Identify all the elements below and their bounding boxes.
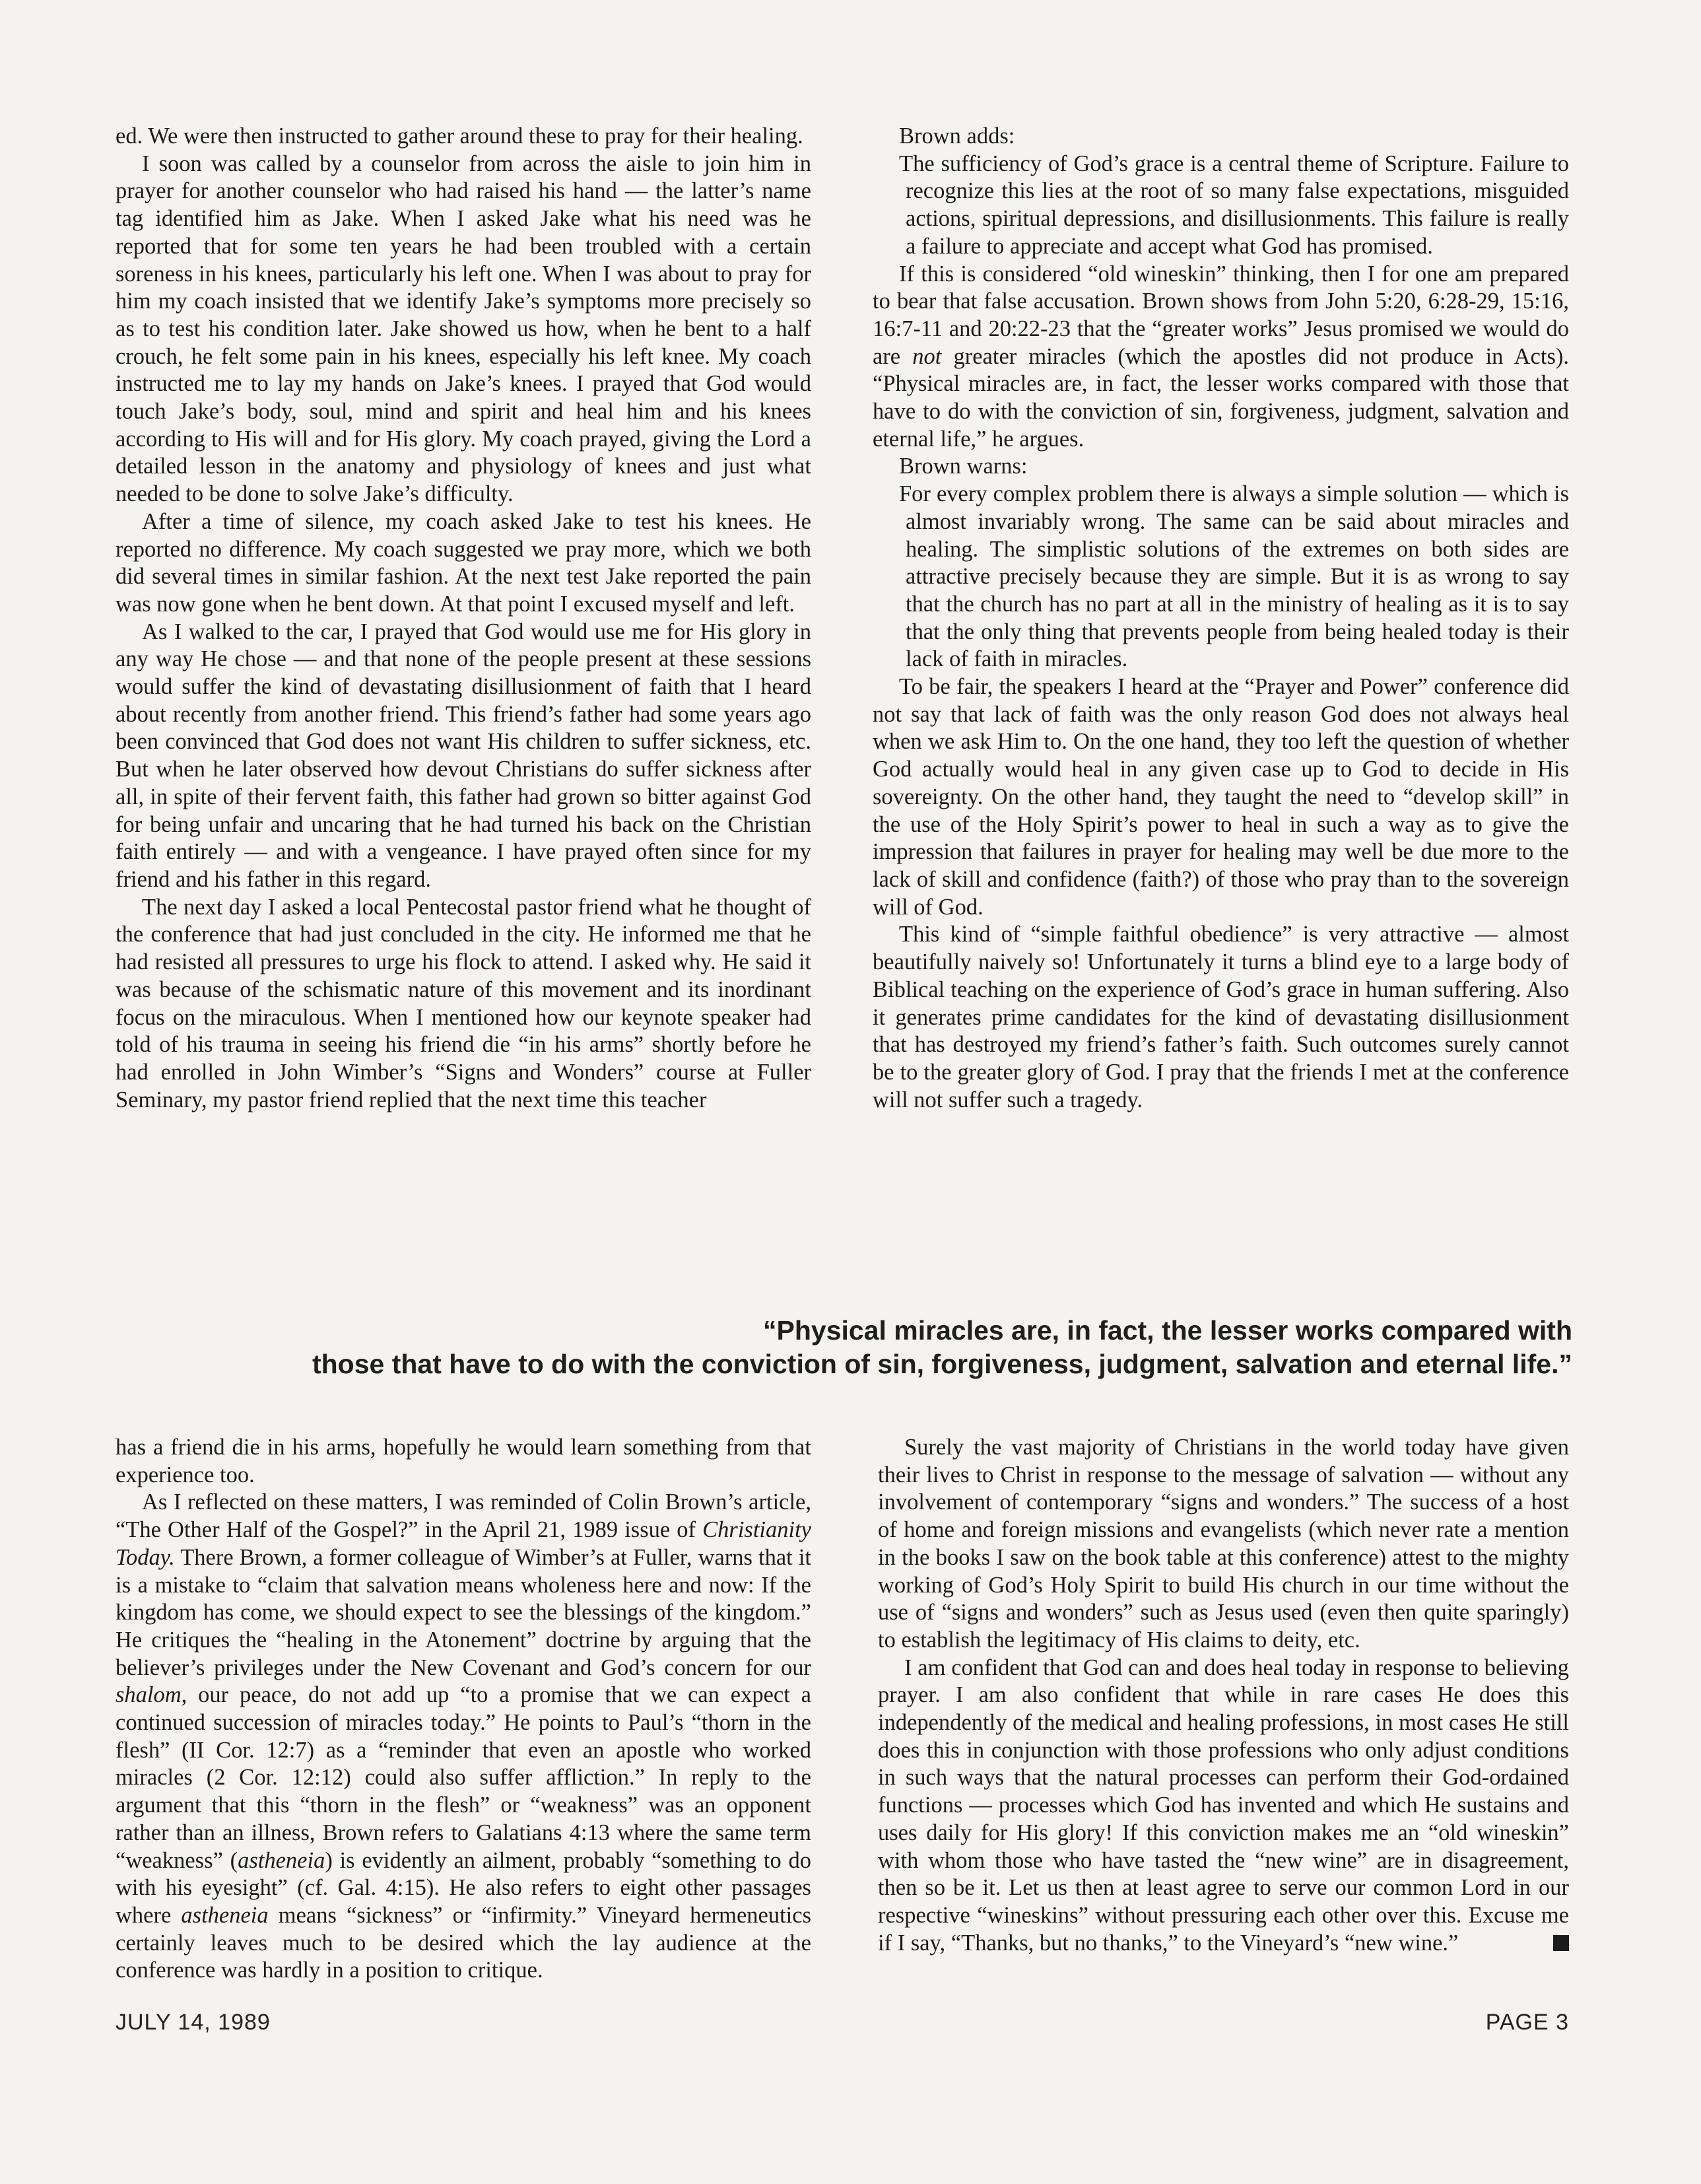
column-top-left bbox=[116, 123, 811, 1114]
column-top-right bbox=[873, 123, 1569, 1114]
block-quote: For every complex problem there is always a simple solution — which is almost invariably wrong. The same can be said about miracles and healing. The simplistic solutions of the extremes on both sides are attractive precisely because they are simple. But it is as wrong to say that the church has no part at all in the ministry of healing as it is to say that the only thing that prevents people from being healed today is their lack of faith in miracles. bbox=[899, 481, 1569, 672]
paragraph: has a friend die in his arms, hopefully he would learn something from that experience too. bbox=[116, 1435, 811, 1487]
publication-title: Christianity Today. bbox=[116, 1517, 811, 1570]
paragraph: I am confident that God can and does heal today in response to believing prayer. I am also confident that while in rare cases He does this independently of the medical and healing professions, in most cases He still does this in conjunction with those professions who only adjust conditions in such ways that the natural processes can perform their God-ordained functions — processes which God has invented and which He sustains and uses daily for His glory! If this conviction makes me an “old wineskin” with whom those who have tasted the “new wine” are in disagreement, then so be it. Let us then at least agree to serve our common Lord in our respective “wineskins” without pressuring each other over this. Excuse me if I say, “Thanks, but no thanks,” to the Vineyard’s “new wine.” bbox=[878, 1655, 1569, 1956]
paragraph: As I walked to the car, I prayed that God would use me for His glory in any way He chose — and that none of the people present at these sessions would suffer the kind of devastating disillusionment of faith that I heard about recently from another friend. This friend’s father had some years ago been convinced that God does not want His children to suffer sickness, etc. But when he later observed how devout Christians do suffer sickness after all, in spite of their fervent faith, this father had grown so bitter against God for being unfair and uncaring that he had turned his back on the Christian faith entirely — and with a vengeance. I have prayed often since for my friend and his father in this regard. bbox=[116, 619, 811, 892]
emphasis: shalom, bbox=[116, 1682, 187, 1708]
block-quote: The sufficiency of God’s grace is a central theme of Scripture. Failure to recognize this lies at the root of so many false expectations, misguided actions, spiritual depressions, and disillusionments. This failure is really a failure to appreciate and accept what God has promised. bbox=[899, 151, 1569, 259]
quote-attribution: Brown warns: bbox=[899, 454, 1028, 479]
paragraph: To be fair, the speakers I heard at the “Prayer and Power” conference did not say that lack of faith was the only reason God does not always heal when we ask Him to. On the one hand, they too left the question of whether God actually would heal in any given case up to God to decide in His sovereignty. On the other hand, they taught the need to “develop skill” in the use of the Holy Spirit’s power to heal in such a way as to give the impression that failures in prayer for healing may well be due more to the lack of skill and confidence (faith?) of those who pray than to the sovereign will of God. bbox=[873, 674, 1569, 920]
pull-quote-line-1: “Physical miracles are, in fact, the lesser works compared with bbox=[763, 1315, 1572, 1346]
paragraph: This kind of “simple faithful obedience” is very attractive — almost beautifully naively so! Unfortunately it turns a blind eye to a large body of Biblical teaching on the experience of God’s grace in human suffering. Also it generates prime candidates for the kind of devastating disillusionment that has destroyed my friend’s father’s faith. Such outcomes surely cannot be to the greater glory of God. I pray that the friends I met at the conference will not suffer such a tragedy. bbox=[873, 922, 1569, 1112]
emphasis: astheneia bbox=[238, 1847, 325, 1873]
pull-quote-line-2: those that have to do with the conviction of sin, forgiveness, judgment, salvation and eternal life.” bbox=[312, 1349, 1572, 1379]
paragraph: As I reflected on these matters, I was reminded of Colin Brown’s article, “The Other Half of the Gospel?” in the April 21, 1989 issue of Christianity Today. There Brown, a former colleague of Wimber’s at Fuller, warns that it is a mistake to “claim that salvation means wholeness here and now: If the kingdom has come, we should expect to see the blessings of the kingdom.” He critiques the “healing in the Atonement” doctrine by arguing that the believer’s privileges under the New Covenant and God’s concern for our shalom, our peace, do not add up “to a promise that we can expect a continued succession of miracles today.” He points to Paul’s “thorn in the flesh” (II Cor. 12:7) as a “reminder that even an apostle who worked miracles (2 Cor. 12:12) could also suffer affliction.” In reply to the argument that this “thorn in the flesh” or “weakness” was an opponent rather than an illness, Brown refers to Galatians 4:13 where the same term “weakness” (astheneia) is evidently an ailment, probably “something to do with his eyesight” (cf. Gal. 4:15). He also refers to eight other passages where astheneia means “sickness” or “infirmity.” Vineyard hermeneutics certainly leaves much to be desired which the lay audience at the conference was hardly in a position to critique. bbox=[116, 1489, 811, 1983]
emphasis: astheneia bbox=[181, 1902, 269, 1928]
pull-quote bbox=[277, 1314, 1572, 1381]
emphasis: not bbox=[912, 343, 942, 369]
paragraph: If this is considered “old wineskin” thinking, then I for one am prepared to bear that false accusation. Brown shows from John 5:20, 6:28-29, 15:16, 16:7-11 and 20:22-23 that the “greater works” Jesus promised we would do are not greater miracles (which the apostles did not produce in Acts). “Physical miracles are, in fact, the lesser works compared with those that have to do with the conviction of sin, forgiveness, judgment, salvation and eternal life,” he argues. bbox=[873, 261, 1569, 452]
quote-attribution: Brown adds: bbox=[899, 123, 1015, 149]
column-bottom-right bbox=[878, 1434, 1569, 1957]
paragraph: I soon was called by a counselor from across the aisle to join him in prayer for another counselor who had raised his hand — the latter’s name tag identified him as Jake. When I asked Jake what his need was he reported that for some ten years he had been troubled with a certain soreness in his knees, particularly his left one. When I was about to pray for him my coach insisted that we identify Jake’s symptoms more precisely so as to test his condition later. Jake showed us how, when he bent to a half crouch, he felt some pain in his knees, especially his left knee. My coach instructed me to lay my hands on Jake’s knees. I prayed that God would touch Jake’s body, soul, mind and spirit and heal him and his knees according to His will and for His glory. My coach prayed, giving the Lord a detailed lesson in the anatomy and physiology of knees and just what needed to be done to solve Jake’s difficulty. bbox=[116, 151, 811, 507]
column-bottom-left bbox=[116, 1434, 811, 1985]
paragraph: Surely the vast majority of Christians in the world today have given their lives to Christ in response to the message of salvation — without any involvement of contemporary “signs and wonders.” The success of a host of home and foreign missions and evangelists (which never rate a mention in the books I saw on the book table at this conference) attest to the mighty working of God’s Holy Spirit to build His church in our time without the use of “signs and wonders” such as Jesus used (even then quite sparingly) to establish the legitimacy of His claims to deity, etc. bbox=[878, 1435, 1569, 1653]
paragraph: The next day I asked a local Pentecostal pastor friend what he thought of the conference that had just concluded in the city. He informed me that he had resisted all pressures to urge his flock to attend. I asked why. He said it was because of the schismatic nature of this movement and its inordinant focus on the miraculous. When I mentioned how our keynote speaker had told of his trauma in seeing his friend die “in his arms” shortly before he had enrolled in John Wimber’s “Signs and Wonders” course at Fuller Seminary, my pastor friend replied that the next time this teacher bbox=[116, 894, 811, 1112]
paragraph: ed. We were then instructed to gather around these to pray for their healing. bbox=[116, 123, 803, 149]
footer-date: JULY 14, 1989 bbox=[116, 2010, 271, 2035]
paragraph: After a time of silence, my coach asked Jake to test his knees. He reported no difference. My coach suggested we pray more, which we both did several times in similar fashion. At the next test Jake reported the pain was now gone when he bent down. At that point I excused myself and left. bbox=[116, 508, 811, 617]
end-of-article-mark bbox=[1553, 1935, 1569, 1951]
footer-page-number: PAGE 3 bbox=[1485, 2010, 1569, 2035]
